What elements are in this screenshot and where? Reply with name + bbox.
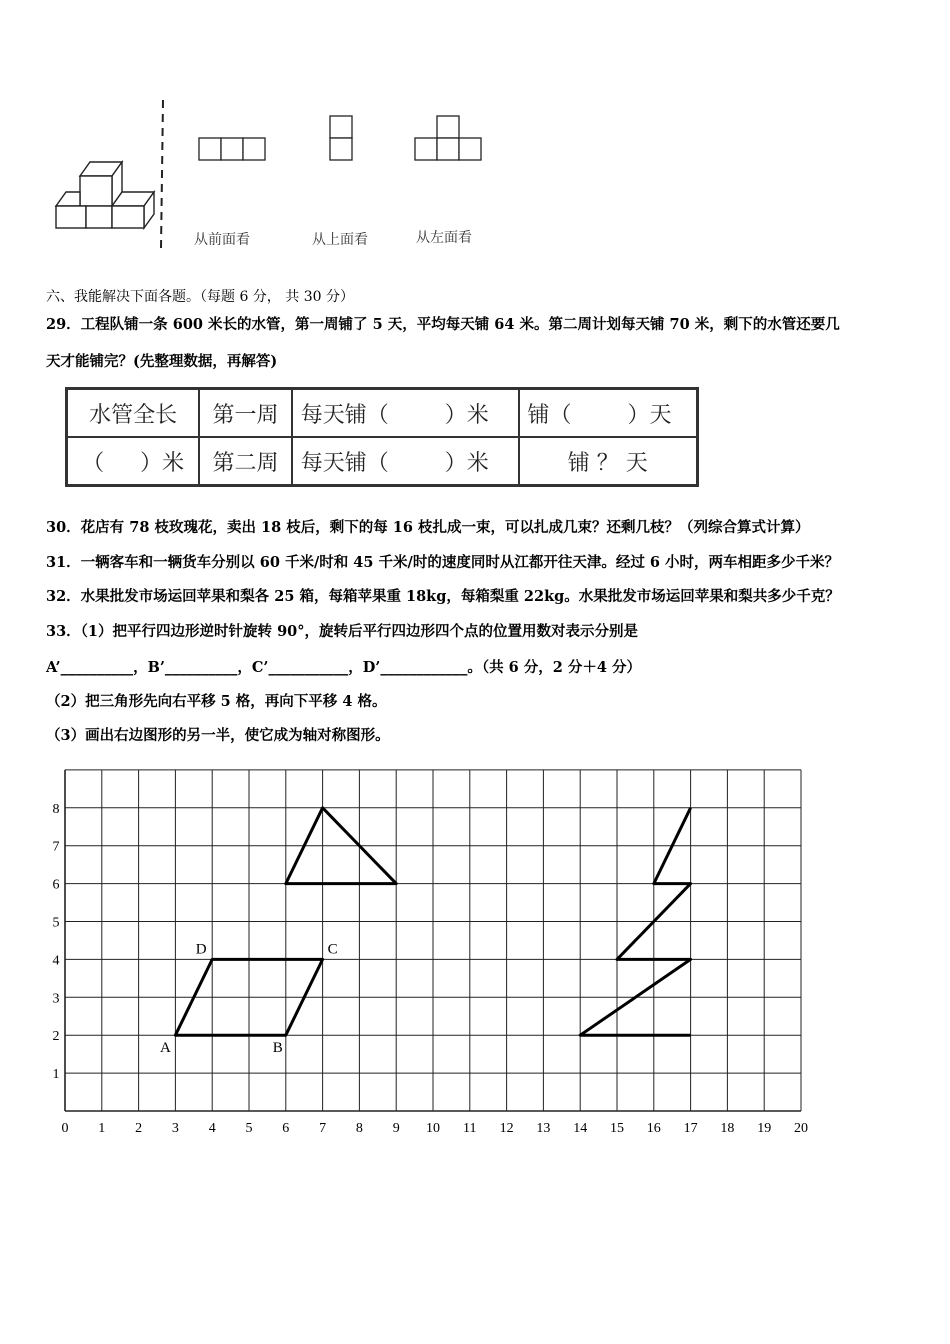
x-axis-tick-label: 9 xyxy=(392,1121,400,1136)
question-29-line2: 天才能铺完？(先整理数据，再解答) xyxy=(46,353,278,370)
x-axis-tick-label: 20 xyxy=(794,1121,808,1136)
table-cell: 水管全长 xyxy=(67,389,200,438)
y-axis-tick-label: 7 xyxy=(52,839,60,855)
x-axis-tick-label: 19 xyxy=(757,1121,772,1136)
table-cell: 每天铺（ ）米 xyxy=(292,389,519,438)
question-32: 32．水果批发市场运回苹果和梨各 25 箱，每箱苹果重 18kg，每箱梨重 22kg。水果批发市场运回苹果和梨共多少千克？ xyxy=(46,588,840,605)
x-axis-tick-label: 17 xyxy=(683,1121,698,1136)
top-view-shape xyxy=(328,114,354,162)
x-axis-tick-label: 4 xyxy=(208,1121,216,1136)
question-31: 31．一辆客车和一辆货车分别以 60 千米/时和 45 千米/时的速度同时从江都开往天津。经过 6 小时，两车相距多少千米？ xyxy=(46,554,839,571)
x-axis-tick-label: 7 xyxy=(319,1121,327,1136)
left-view-shape xyxy=(413,114,483,162)
dashed-separator xyxy=(158,100,168,250)
table-cell: 铺 ？ 天 xyxy=(519,437,698,486)
vertex-label-b: B xyxy=(272,1040,283,1057)
y-axis-tick-label: 3 xyxy=(52,991,60,1007)
x-axis-tick-label: 6 xyxy=(282,1121,290,1136)
x-axis-tick-label: 5 xyxy=(245,1121,253,1136)
question-33-line2: A’__________，B’__________，C’___________，D’____________。（共 6 分，2 分＋4 分） xyxy=(46,659,642,676)
question-30: 30．花店有 78 枝玫瑰花，卖出 18 枝后，剩下的每 16 枝扎成一束，可以扎成几束？还剩几枝？（列综合算式计算） xyxy=(46,519,810,536)
table-cell: 第一周 xyxy=(199,389,292,438)
data-table xyxy=(65,387,699,487)
y-axis-tick-label: 1 xyxy=(52,1067,60,1083)
question-33-part3: （3）画出右边图形的另一半，使它成为轴对称图形。 xyxy=(46,727,390,744)
x-axis-tick-label: 0 xyxy=(61,1121,69,1136)
question-29-line1: 29．工程队铺一条 600 米长的水管，第一周铺了 5 天，平均每天铺 64 米。第二周计划每天铺 70 米，剩下的水管还要几 xyxy=(46,316,840,333)
x-axis-tick-label: 14 xyxy=(573,1121,588,1136)
x-axis-tick-label: 8 xyxy=(355,1121,363,1136)
section-heading: 六、我能解决下面各题。（每题 6 分， 共 30 分） xyxy=(46,289,354,305)
x-axis-tick-label: 3 xyxy=(171,1121,179,1136)
x-axis-tick-label: 10 xyxy=(426,1121,440,1136)
table-cell: 铺（ ）天 xyxy=(519,389,698,438)
x-axis-tick-label: 1 xyxy=(98,1121,106,1136)
x-axis-tick-label: 2 xyxy=(135,1121,143,1136)
left-view-label: 从左面看 xyxy=(416,230,472,246)
y-axis-tick-label: 8 xyxy=(52,801,60,817)
table-cell: 每天铺（ ）米 xyxy=(292,437,519,486)
front-view-shape xyxy=(197,136,267,162)
top-view-label: 从上面看 xyxy=(312,232,368,248)
front-view-label: 从前面看 xyxy=(194,232,250,248)
y-axis-tick-label: 2 xyxy=(52,1029,60,1045)
y-axis-tick-label: 4 xyxy=(52,953,60,969)
x-axis-tick-label: 18 xyxy=(720,1121,735,1136)
question-33-part2: （2）把三角形先向右平移 5 格，再向下平移 4 格。 xyxy=(46,693,387,710)
x-axis-tick-label: 16 xyxy=(646,1121,661,1136)
coordinate-grid xyxy=(40,760,830,1140)
table-cell: （ ）米 xyxy=(67,437,200,486)
vertex-label-a: A xyxy=(159,1040,171,1057)
y-axis-tick-label: 5 xyxy=(52,915,60,931)
x-axis-tick-label: 11 xyxy=(463,1121,477,1136)
x-axis-tick-label: 12 xyxy=(499,1121,514,1136)
table-cell: 第二周 xyxy=(199,437,292,486)
vertex-label-d: D xyxy=(195,941,207,958)
x-axis-tick-label: 13 xyxy=(536,1121,551,1136)
vertex-label-c: C xyxy=(327,941,338,958)
y-axis-tick-label: 6 xyxy=(52,877,60,893)
question-33-line1: 33．（1）把平行四边形逆时针旋转 90°，旋转后平行四边形四个点的位置用数对表示分别是 xyxy=(46,623,638,640)
x-axis-tick-label: 15 xyxy=(610,1121,624,1136)
